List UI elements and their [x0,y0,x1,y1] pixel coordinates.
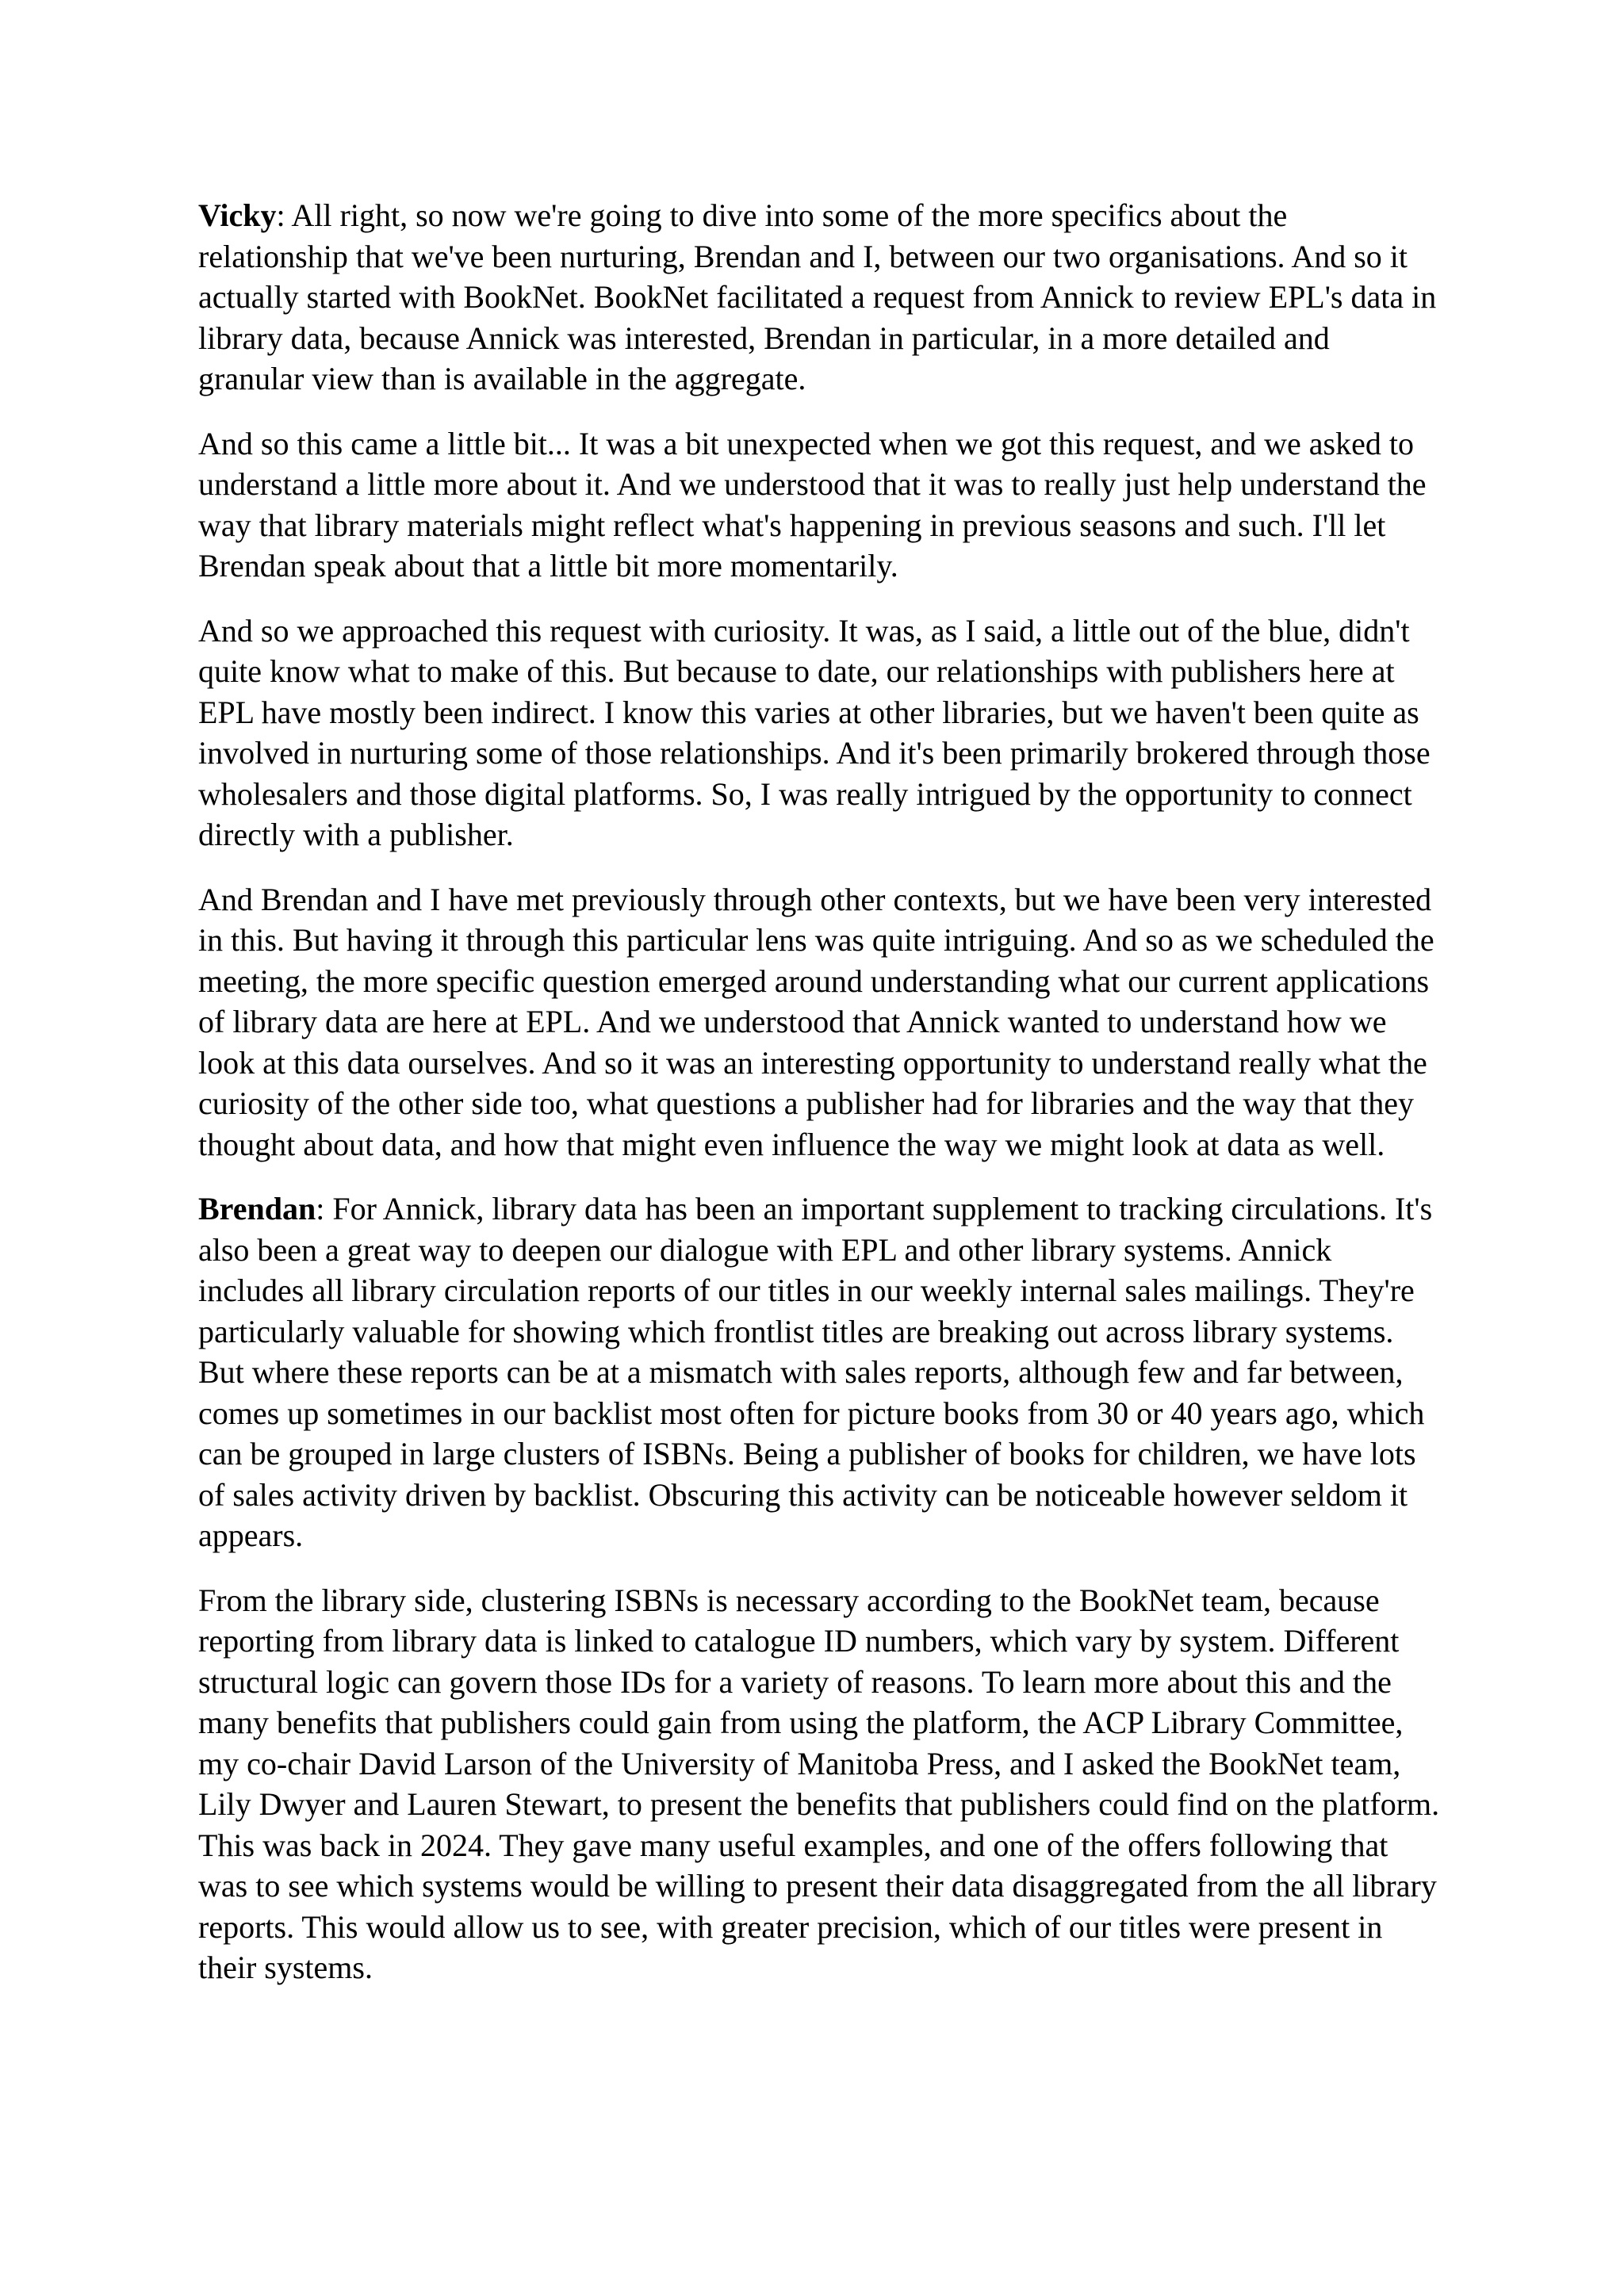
paragraph [198,1188,1442,1556]
paragraph-text: : All right, so now we're going to dive into some of the more specifics about the relationship that we've been nurturing, Brendan and I, between our two organisations. And so it actually started with BookNet. BookNet facilitated a request from Annick to review EPL's data in library data, because Annick was interested, Brendan in particular, in a more detailed and granular view than is available in the aggregate. [198,197,1437,396]
speaker-name: Brendan [198,1191,316,1226]
transcript-page [198,195,1442,2012]
paragraph-text: : For Annick, library data has been an important supplement to tracking circulations. It's also been a great way to deepen our dialogue with EPL and other library systems. Annick includes all library circulation reports of our titles in our weekly internal sales mailings. They're particularly valuable for showing which frontlist titles are breaking out across library systems. But where these reports can be at a mismatch with sales reports, although few and far between, comes up sometimes in our backlist most often for picture books from 30 or 40 years ago, which can be grouped in large clusters of ISBNs. Being a publisher of books for children, we have lots of sales activity driven by backlist. Obscuring this activity can be noticeable however seldom it appears. [198,1191,1433,1553]
speaker-name: Vicky [198,197,277,233]
paragraph [198,610,1442,855]
paragraph-text: From the library side, clustering ISBNs is necessary according to the BookNet team, because reporting from library data is linked to catalogue ID numbers, which vary by system. Different structural logic can govern those IDs for a variety of reasons. To learn more about this and the many benefits that publishers could gain from using the platform, the ACP Library Committee, my co-chair David Larson of the University of Manitoba Press, and I asked the BookNet team, Lily Dwyer and Lauren Stewart, to present the benefits that publishers could find on the platform. This was back in 2024. They gave many useful examples, and one of the offers following that was to see which systems would be willing to present their data disaggregated from the all library reports. This would allow us to see, with greater precision, which of our titles were present in their systems. [198,1582,1440,1985]
paragraph [198,423,1442,587]
paragraph [198,879,1442,1165]
paragraph [198,1580,1442,1988]
paragraph [198,195,1442,400]
paragraph-text: And Brendan and I have met previously through other contexts, but we have been very interested in this. But having it through this particular lens was quite intriguing. And so as we scheduled the meeting, the more specific question emerged around understanding what our current applications of library data are here at EPL. And we understood that Annick wanted to understand how we look at this data ourselves. And so it was an interesting opportunity to understand really what the curiosity of the other side too, what questions a publisher had for libraries and the way that they thought about data, and how that might even influence the way we might look at data as well. [198,881,1434,1162]
paragraph-text: And so we approached this request with curiosity. It was, as I said, a little out of the blue, didn't quite know what to make of this. But because to date, our relationships with publishers here at EPL have mostly been indirect. I know this varies at other libraries, but we haven't been quite as involved in nurturing some of those relationships. And it's been primarily brokered through those wholesalers and those digital platforms. So, I was really intrigued by the opportunity to connect directly with a publisher. [198,612,1431,852]
paragraph-text: And so this came a little bit... It was a bit unexpected when we got this request, and we asked to understand a little more about it. And we understood that it was to really just help understand the way that library materials might reflect what's happening in previous seasons and such. I'll let Brendan speak about that a little bit more momentarily. [198,425,1427,584]
